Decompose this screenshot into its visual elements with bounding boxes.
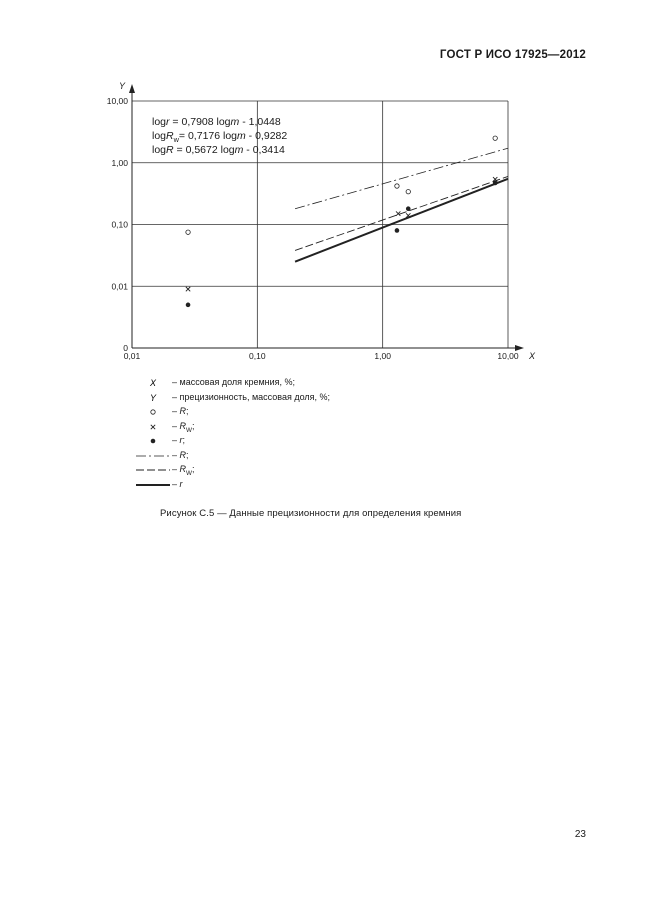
x-axis-title: X	[528, 351, 536, 361]
legend-symbol	[136, 449, 176, 463]
legend-description: – массовая доля кремния, %;	[172, 377, 296, 387]
y-tick-label: 1,00	[111, 157, 128, 168]
cross-marker	[151, 424, 155, 428]
figure-caption: Рисунок С.5 — Данные прецизионности для определения кремния	[160, 508, 462, 519]
y-axis-arrow	[129, 84, 135, 93]
x-tick-label: 0,01	[123, 351, 141, 361]
legend-symbol	[136, 478, 176, 492]
y-tick-label: 0	[123, 343, 128, 353]
equation-part: r	[166, 116, 170, 128]
equation-part: - 1,0448	[239, 116, 281, 128]
legend-symbol	[136, 391, 176, 405]
equation-part: - 0,3414	[243, 144, 285, 156]
equation-part: - 0,9282	[245, 130, 288, 142]
legend-text-part: ;	[191, 420, 195, 431]
cross-marker	[186, 287, 190, 291]
filled-circle-marker	[151, 439, 156, 444]
legend-symbol	[136, 463, 176, 477]
equation-part: = 0,7176 log	[178, 130, 238, 142]
legend-text-part: ;	[186, 449, 189, 460]
open-circle-marker	[151, 410, 155, 414]
equation-part: = 0,5672 log	[173, 144, 235, 156]
equation-part: m	[237, 130, 246, 142]
legend-text-part: ;	[191, 464, 195, 474]
page-number: 23	[574, 829, 586, 840]
precision-chart	[0, 0, 646, 370]
equation-part: m	[234, 144, 244, 156]
equation-part: log	[152, 116, 167, 128]
open-circle-marker	[186, 230, 190, 234]
data-points	[186, 136, 498, 307]
legend-text-part: –	[172, 435, 180, 445]
legend-text-part: –	[172, 449, 180, 460]
x-tick-label: 1,00	[374, 351, 391, 361]
y-tick-label: 0,10	[111, 219, 128, 230]
regression-equation	[152, 115, 281, 129]
equation-part: R	[166, 144, 174, 156]
open-circle-marker	[406, 189, 410, 193]
equation-part: R	[166, 130, 174, 142]
legend-text-part: –	[172, 420, 180, 431]
legend-text-part: R	[179, 449, 187, 460]
document-header: ГОСТ Р ИСО 17925—2012	[439, 49, 586, 61]
legend-description: – прецизионность, массовая доля, %;	[172, 391, 331, 402]
legend-text-part: r	[179, 478, 183, 489]
x-tick-label: 10,00	[497, 351, 519, 361]
legend-description	[172, 406, 189, 416]
legend-symbol	[136, 420, 176, 434]
legend-text-part: r	[179, 435, 183, 445]
y-axis-title: Y	[118, 81, 126, 91]
legend-text-part: –	[172, 464, 180, 474]
legend-description	[172, 435, 185, 445]
fit-line-r	[295, 148, 508, 209]
legend-description	[172, 450, 189, 460]
filled-circle-marker	[493, 181, 498, 186]
legend-symbol	[136, 376, 176, 390]
equation-part: log	[152, 130, 167, 142]
legend-text-part: W	[186, 426, 192, 434]
legend-description	[172, 421, 194, 434]
equation-part: log	[152, 144, 167, 156]
legend-symbol	[136, 405, 176, 419]
legend-symbol	[136, 434, 176, 448]
equation-part: = 0,7908 log	[169, 116, 231, 128]
legend-text-part: R	[179, 420, 187, 431]
legend-axis-letter: Y	[149, 392, 157, 403]
legend-text-part: ;	[186, 406, 189, 416]
fit-line-rw	[295, 176, 508, 250]
regression-equation	[152, 143, 285, 157]
y-tick-label: 10,00	[106, 96, 128, 106]
filled-circle-marker	[395, 228, 400, 233]
legend-description	[172, 464, 194, 477]
fit-line-r	[295, 179, 508, 262]
legend-axis-letter: X	[149, 378, 157, 388]
equation-part: w	[173, 135, 179, 145]
x-tick-label: 0,10	[249, 351, 266, 361]
legend-text-part: –	[172, 406, 180, 416]
legend-text-part: –	[172, 478, 180, 489]
fit-lines	[295, 148, 508, 261]
filled-circle-marker	[186, 303, 191, 308]
y-tick-label: 0,01	[111, 281, 128, 292]
legend-text-part: R	[179, 464, 187, 474]
legend-text-part: R	[179, 406, 187, 416]
legend-text-part: ;	[182, 435, 186, 445]
open-circle-marker	[395, 184, 399, 188]
open-circle-marker	[493, 136, 497, 140]
legend-text-part: W	[186, 469, 192, 477]
legend-description	[172, 479, 183, 489]
filled-circle-marker	[406, 206, 411, 211]
equation-part: m	[230, 116, 240, 128]
